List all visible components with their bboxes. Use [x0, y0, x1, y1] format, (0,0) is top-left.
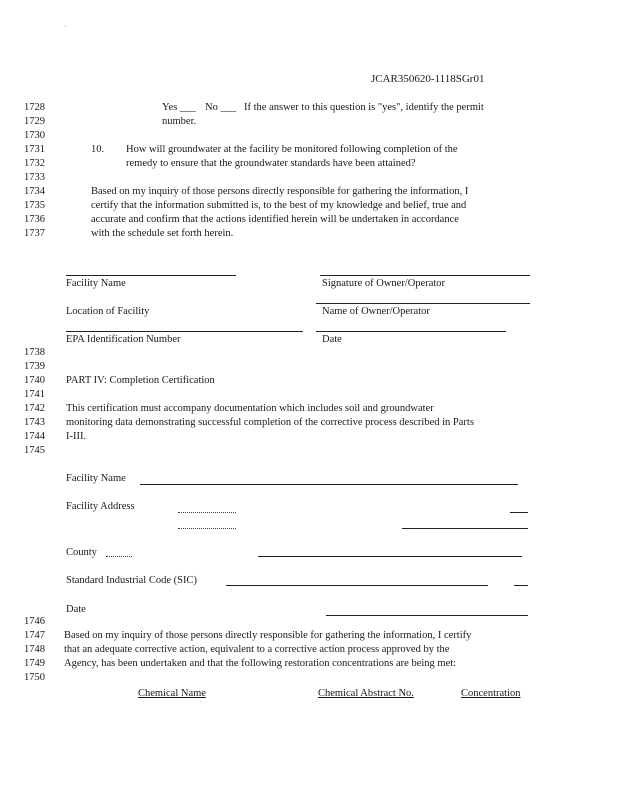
form-facility-name-line[interactable]: [140, 484, 518, 485]
line-number: 1745: [24, 445, 45, 456]
completion-certification-text: Agency, has been undertaken and that the following restoration concentrations are being met:: [64, 658, 457, 669]
part4-intro: This certification must accompany documentation which includes soil and groundwater: [66, 403, 434, 414]
signature-label: Signature of Owner/Operator: [322, 278, 446, 289]
line-number: 1737: [24, 228, 45, 239]
line-number: 1729: [24, 116, 45, 127]
form-address-line-2a[interactable]: [178, 528, 236, 529]
line-number: 1731: [24, 144, 45, 155]
certification-text: accurate and confirm that the actions identified herein will be undertaken in accordance: [91, 214, 459, 225]
q9-text: If the answer to this question is "yes", identify the permit: [244, 102, 484, 113]
form-facility-name-label: Facility Name: [66, 473, 126, 484]
certification-text: with the schedule set forth herein.: [91, 228, 234, 239]
completion-certification-text: Based on my inquiry of those persons directly responsible for gathering the information, I certify: [64, 630, 472, 641]
form-date-label: Date: [66, 604, 86, 615]
location-label: Location of Facility: [66, 306, 150, 317]
date-label: Date: [322, 334, 342, 345]
owner-name-line[interactable]: [316, 303, 530, 304]
line-number: 1743: [24, 417, 45, 428]
q10-text-line2: remedy to ensure that the groundwater standards have been attained?: [126, 158, 416, 169]
line-number: 1730: [24, 130, 45, 141]
epa-id-line[interactable]: [66, 331, 303, 332]
stray-mark: ·: [64, 22, 67, 31]
line-number: 1736: [24, 214, 45, 225]
part4-title: PART IV: Completion Certification: [66, 375, 215, 386]
completion-certification-text: that an adequate corrective action, equivalent to a corrective action process approved by the: [64, 644, 450, 655]
line-number: 1742: [24, 403, 45, 414]
facility-name-line[interactable]: [66, 275, 236, 276]
line-number: 1744: [24, 431, 45, 442]
table-header-concentration: Concentration: [461, 688, 521, 699]
form-county-label: County: [66, 547, 97, 558]
form-facility-address-label: Facility Address: [66, 501, 135, 512]
q9-no: No ___: [205, 102, 237, 113]
owner-name-label: Name of Owner/Operator: [322, 306, 430, 317]
form-sic-label: Standard Industrial Code (SIC): [66, 575, 197, 586]
epa-id-label: EPA Identification Number: [66, 334, 181, 345]
q10-text: How will groundwater at the facility be monitored following completion of the: [126, 144, 458, 155]
certification-text: certify that the information submitted is, to the best of my knowledge and belief, true and: [91, 200, 467, 211]
form-address-line-1b[interactable]: [510, 512, 528, 513]
line-number: 1728: [24, 102, 45, 113]
form-county-line-a[interactable]: [106, 556, 132, 557]
line-number: 1732: [24, 158, 45, 169]
line-number: 1747: [24, 630, 45, 641]
certification-text: Based on my inquiry of those persons directly responsible for gathering the information, I: [91, 186, 469, 197]
table-header-chemical-name: Chemical Name: [138, 688, 206, 699]
line-number: 1738: [24, 347, 45, 358]
part4-intro: I-III.: [66, 431, 87, 442]
line-number: 1750: [24, 672, 45, 683]
document-id: JCAR350620-1118SGr01: [371, 73, 485, 85]
part4-intro: monitoring data demonstrating successful completion of the corrective process described in Parts: [66, 417, 474, 428]
form-sic-line[interactable]: [226, 585, 488, 586]
form-address-line-1a[interactable]: [178, 512, 236, 513]
facility-name-label: Facility Name: [66, 278, 126, 289]
line-number: 1740: [24, 375, 45, 386]
line-number: 1733: [24, 172, 45, 183]
form-sic-line-b[interactable]: [514, 585, 528, 586]
q10-number: 10.: [91, 144, 105, 155]
line-number: 1748: [24, 644, 45, 655]
q9-yes: Yes ___: [162, 102, 196, 113]
q9-text-line2: number.: [162, 116, 197, 127]
form-county-line-b[interactable]: [258, 556, 522, 557]
date-line[interactable]: [316, 331, 506, 332]
form-address-line-2b[interactable]: [402, 528, 528, 529]
table-header-chemical-abstract-no: Chemical Abstract No.: [318, 688, 414, 699]
line-number: 1741: [24, 389, 45, 400]
line-number: 1739: [24, 361, 45, 372]
line-number: 1746: [24, 616, 45, 627]
line-number: 1749: [24, 658, 45, 669]
line-number: 1735: [24, 200, 45, 211]
line-number: 1734: [24, 186, 45, 197]
form-date-line[interactable]: [326, 615, 528, 616]
signature-line[interactable]: [320, 275, 530, 276]
